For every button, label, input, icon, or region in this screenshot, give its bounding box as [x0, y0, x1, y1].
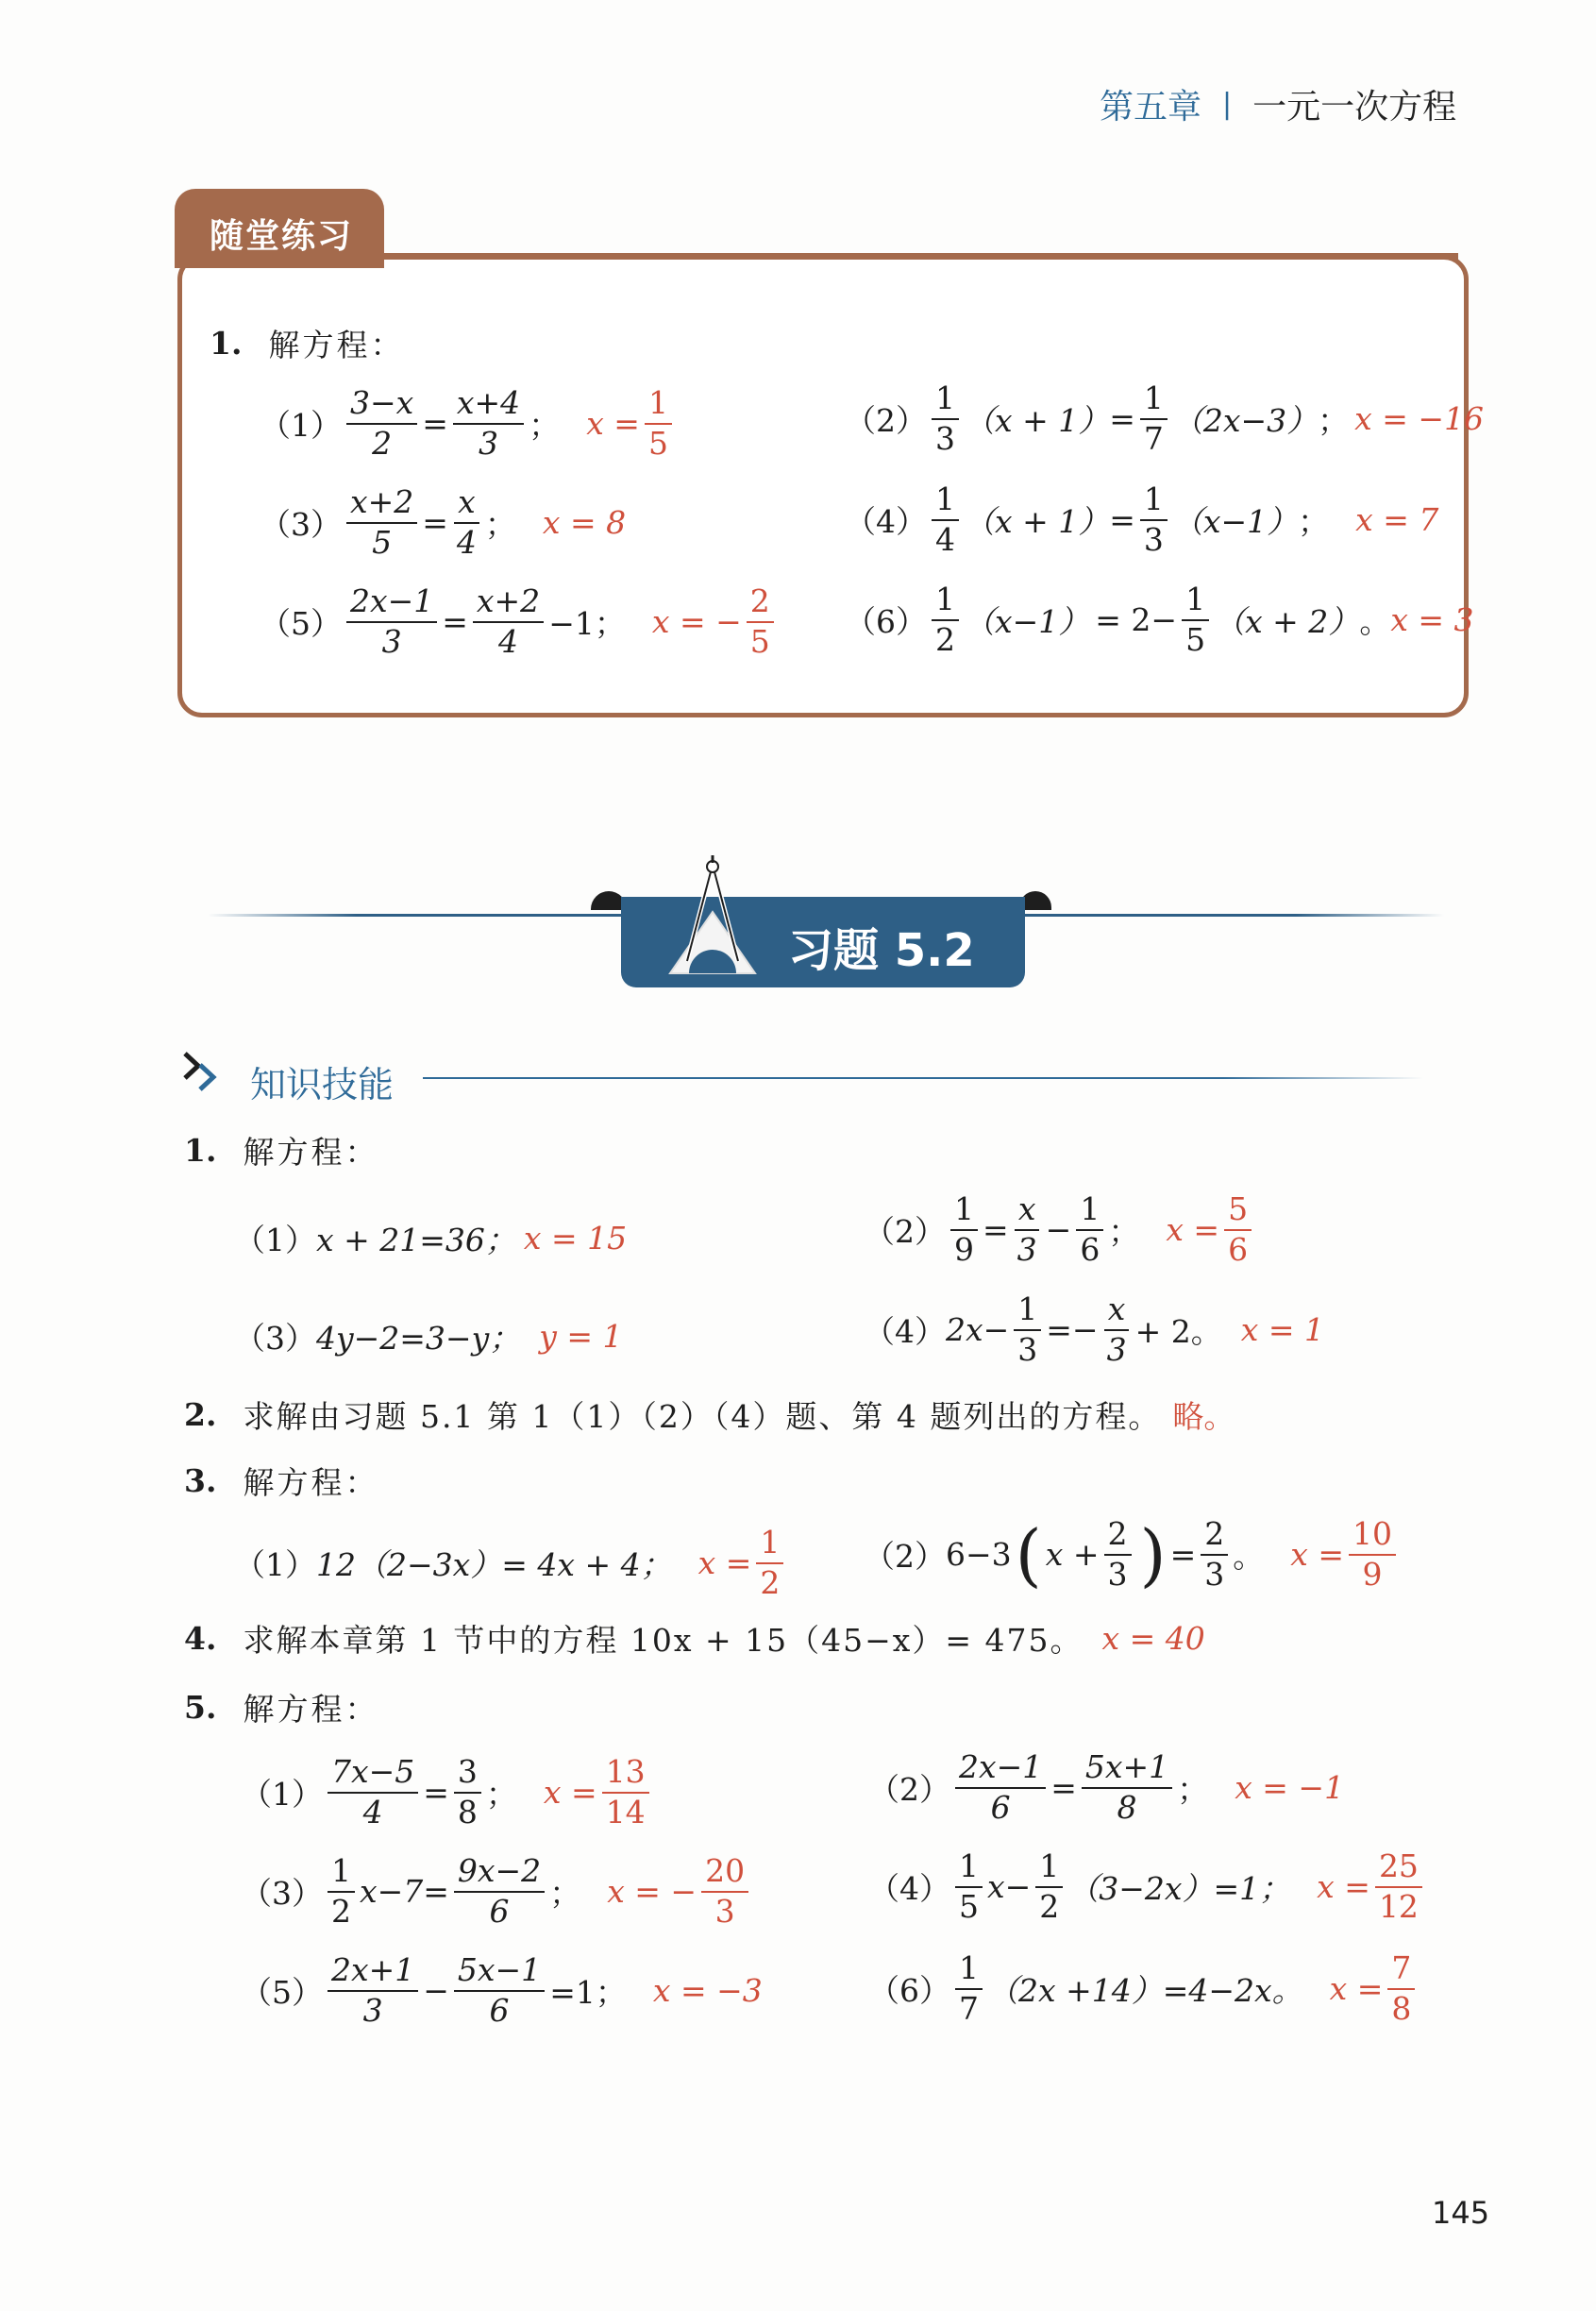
answer: x = $\frac{10}{9}$ [1290, 1518, 1401, 1591]
answer: x = $\frac{25}{12}$ [1317, 1850, 1427, 1923]
exercise-q1-a [234, 1216, 627, 1260]
chapter-title: 一元一次方程 [1252, 88, 1457, 127]
answer: x = $\frac{7}{8}$ [1330, 1952, 1420, 2025]
exercise-q5 [184, 1685, 378, 1729]
header-separator: | [1222, 88, 1233, 121]
answer: x = 40 [1101, 1620, 1205, 1657]
exercise-q5-b: （2） $\frac{2x-1}{6}$ = $\frac{5x+1}{8}$ ； x = −1 [868, 1748, 1345, 1826]
exercise-q2 [184, 1392, 1235, 1437]
item-label: （1） [234, 1546, 316, 1584]
right-paren: ) [1139, 1514, 1167, 1594]
equation: 12（2−3x）= 4x + 4； [316, 1546, 672, 1584]
page-number: 145 [1432, 2195, 1490, 2231]
answer: x = 1 [1240, 1311, 1324, 1349]
equals-sign: = [423, 1774, 449, 1812]
exercise-q5-f: （6） $\frac{1}{7}$ （2x +14）=4−2x。 x = $\frac{7}{8}$ [868, 1952, 1420, 2025]
punctuation: + 2。 [1134, 1313, 1222, 1351]
fraction-numerator: x+4 [453, 387, 524, 425]
paren-expr: （x + 1） [964, 503, 1110, 541]
answer: x = $\frac{1}{5}$ [586, 387, 677, 460]
question-text: 求解本章第 1 节中的方程 10x + 15（45−x）= 475。 [243, 1622, 1084, 1659]
expr: （3−2x）=1； [1067, 1870, 1291, 1908]
answer: x = 15 [523, 1220, 628, 1257]
answer: x = $\frac{5}{6}$ [1166, 1193, 1256, 1266]
exercise-q1-c [234, 1314, 623, 1358]
paren-expr: （x + 2） [1214, 603, 1360, 641]
expr: （2x +14）=4−2x。 [987, 1972, 1303, 2010]
punctuation: ； [485, 1776, 517, 1813]
compass-ruler-icon [661, 855, 764, 978]
section-rule [423, 1077, 1423, 1079]
punctuation: ； [1177, 1771, 1209, 1809]
item-label: （6） [845, 603, 927, 641]
tail-expr: −1； [548, 605, 626, 643]
item-label: （4） [868, 1870, 950, 1908]
answer: x = $\frac{13}{14}$ [544, 1756, 654, 1829]
question-text: 解方程： [243, 1464, 379, 1501]
practice-item-6: （6） $\frac{1}{2}$ （x−1） = 2− $\frac{1}{5}$ （x + 2） 。 x = 3 [845, 581, 1474, 658]
paren-expr: （2x−3） [1171, 402, 1319, 440]
equals-sign: = [442, 603, 468, 641]
question-number: 2. [184, 1396, 217, 1433]
equation: 4y−2=3−y； [316, 1320, 521, 1357]
equals-sign: = [422, 405, 448, 443]
answer: x = − $\frac{20}{3}$ [607, 1855, 753, 1928]
exercise-q3-a [234, 1524, 788, 1601]
item-label: （1） [241, 1776, 323, 1813]
fraction-denominator: 2 [372, 424, 393, 462]
item-label: （5） [260, 605, 342, 643]
equals-sign: = [1109, 400, 1135, 438]
practice-tab-bar [175, 253, 1458, 260]
question-number: 3. [184, 1462, 217, 1499]
answer: x = 7 [1355, 501, 1439, 539]
expr: 6−3 [946, 1536, 1012, 1574]
expr: x− [987, 1868, 1032, 1906]
equals-sign: = [422, 504, 448, 542]
answer: x = $\frac{1}{2}$ [698, 1527, 789, 1599]
paren-expr: （x−1） [1171, 503, 1299, 541]
chapter-header [1100, 80, 1456, 128]
fraction-numerator: 3−x [346, 387, 417, 425]
paren-expr: （x + 1） [964, 402, 1110, 440]
question-text: 解方程： [268, 327, 405, 363]
equation: x + 21=36； [316, 1222, 516, 1258]
expr: =1； [549, 1974, 627, 2012]
left-paren: ( [1015, 1514, 1042, 1594]
practice-item-5: （5） $\frac{2x-1}{3}$ = $\frac{x+2}{4}$ −1； x = − $\frac{2}{5}$ [260, 585, 779, 658]
section-heading: 知识技能 [250, 1064, 395, 1105]
item-label: （5） [241, 1974, 323, 2012]
expr: x + [1045, 1536, 1100, 1574]
exercise-title: 习题 5.2 [788, 924, 975, 977]
expr: =− [1046, 1311, 1099, 1349]
answer: x = 8 [542, 504, 627, 542]
equals-sign: = [1169, 1536, 1197, 1574]
exercise-q5-a: （1） $\frac{7x-5}{4}$ = $\frac{3}{8}$ ； x = $\frac{13}{14}$ [241, 1756, 654, 1829]
exercise-q5-d: （4） $\frac{1}{5}$ x− $\frac{1}{2}$ （3−2x）=1； x = $\frac{25}{12}$ [868, 1850, 1427, 1923]
exercise-q1-d: （4） 2x− $\frac{1}{3}$ =− $\frac{x}{3}$ + 2。 x = 1 [864, 1290, 1324, 1368]
exercise-q4 [184, 1616, 1205, 1661]
question-text: 求解由习题 5.1 第 1（1）（2）（4）题、第 4 题列出的方程。 [243, 1398, 1162, 1435]
punctuation: ； [1298, 503, 1330, 541]
item-label: （3） [260, 506, 342, 544]
practice-item-1 [260, 384, 677, 462]
answer: 略。 [1172, 1398, 1235, 1435]
practice-item-3: （3） $\frac{x+2}{5}$ = $\frac{x}{4}$ ； x = 8 [260, 483, 627, 561]
item-label: （2） [868, 1771, 950, 1809]
equals-sign: = [983, 1211, 1009, 1249]
punctuation: ； [1318, 402, 1350, 440]
answer: y = 1 [539, 1318, 623, 1355]
answer: x = −16 [1354, 400, 1485, 438]
mid-expr: = 2− [1095, 601, 1178, 639]
question-number: 4. [184, 1620, 217, 1657]
expr: x−7= [360, 1873, 449, 1911]
exercise-q3 [184, 1459, 378, 1503]
item-label: （4） [845, 503, 927, 541]
item-label: （1） [234, 1222, 316, 1258]
item-label: （3） [241, 1875, 323, 1913]
item-label: （2） [864, 1538, 946, 1576]
chevron-icon [179, 1050, 227, 1093]
chapter-label: 第五章 [1100, 88, 1202, 127]
minus-sign: − [423, 1972, 449, 2010]
paren-expr: （x−1） [964, 603, 1090, 641]
question-number: 1. [210, 325, 243, 362]
exercise-q3-b: （2） 6−3 ( x + $\frac{2}{3}$ ) = $\frac{2}{3}$ 。 x = $\frac{10}{9}$ [864, 1518, 1401, 1591]
exercise-q1 [184, 1128, 378, 1172]
practice-tab-label: 随堂练习 [210, 217, 354, 256]
equals-sign: = [1050, 1769, 1077, 1807]
answer: x = −1 [1235, 1769, 1345, 1807]
item-label: （2） [845, 402, 927, 440]
answer: x = − $\frac{2}{5}$ [652, 585, 779, 658]
item-label: （3） [234, 1320, 316, 1357]
minus-sign: − [1045, 1211, 1072, 1249]
punctuation: 。 [1233, 1538, 1265, 1576]
exercise-q1-b: （2） $\frac{1}{9}$ = $\frac{x}{3}$ − $\frac{1}{6}$ ； x = $\frac{5}{6}$ [864, 1193, 1256, 1266]
practice-q1 [210, 321, 404, 365]
fraction-denominator: 3 [479, 424, 499, 462]
question-number: 5. [184, 1689, 217, 1726]
exercise-q5-c: （3） $\frac{1}{2}$ x−7= $\frac{9x-2}{6}$ ； x = − $\frac{20}{3}$ [241, 1855, 753, 1928]
question-text: 解方程： [243, 1691, 379, 1728]
question-number: 1. [184, 1132, 217, 1169]
expr: 2x− [946, 1311, 1010, 1349]
punctuation: ； [484, 506, 516, 544]
item-label: （1） [260, 407, 342, 445]
practice-item-2: （2） $\frac{1}{3}$ （x + 1） = $\frac{1}{7}$ （2x−3） ； x = −16 [845, 380, 1485, 457]
item-label: （4） [864, 1313, 946, 1351]
punctuation: 。 [1359, 603, 1391, 641]
equals-sign: = [1109, 501, 1135, 539]
answer: x = −3 [652, 1972, 763, 2010]
answer: x = 3 [1390, 601, 1474, 639]
item-label: （6） [868, 1972, 950, 2010]
exercise-q5-e: （5） $\frac{2x+1}{3}$ − $\frac{5x-1}{6}$ =1； x = −3 [241, 1951, 763, 2029]
punctuation: ； [549, 1875, 581, 1913]
item-label: （2） [864, 1213, 946, 1251]
practice-item-4: （4） $\frac{1}{4}$ （x + 1） = $\frac{1}{3}$ （x−1） ； x = 7 [845, 481, 1439, 558]
punctuation: ； [1108, 1213, 1140, 1251]
question-text: 解方程： [243, 1134, 379, 1171]
punctuation: ； [529, 407, 561, 445]
